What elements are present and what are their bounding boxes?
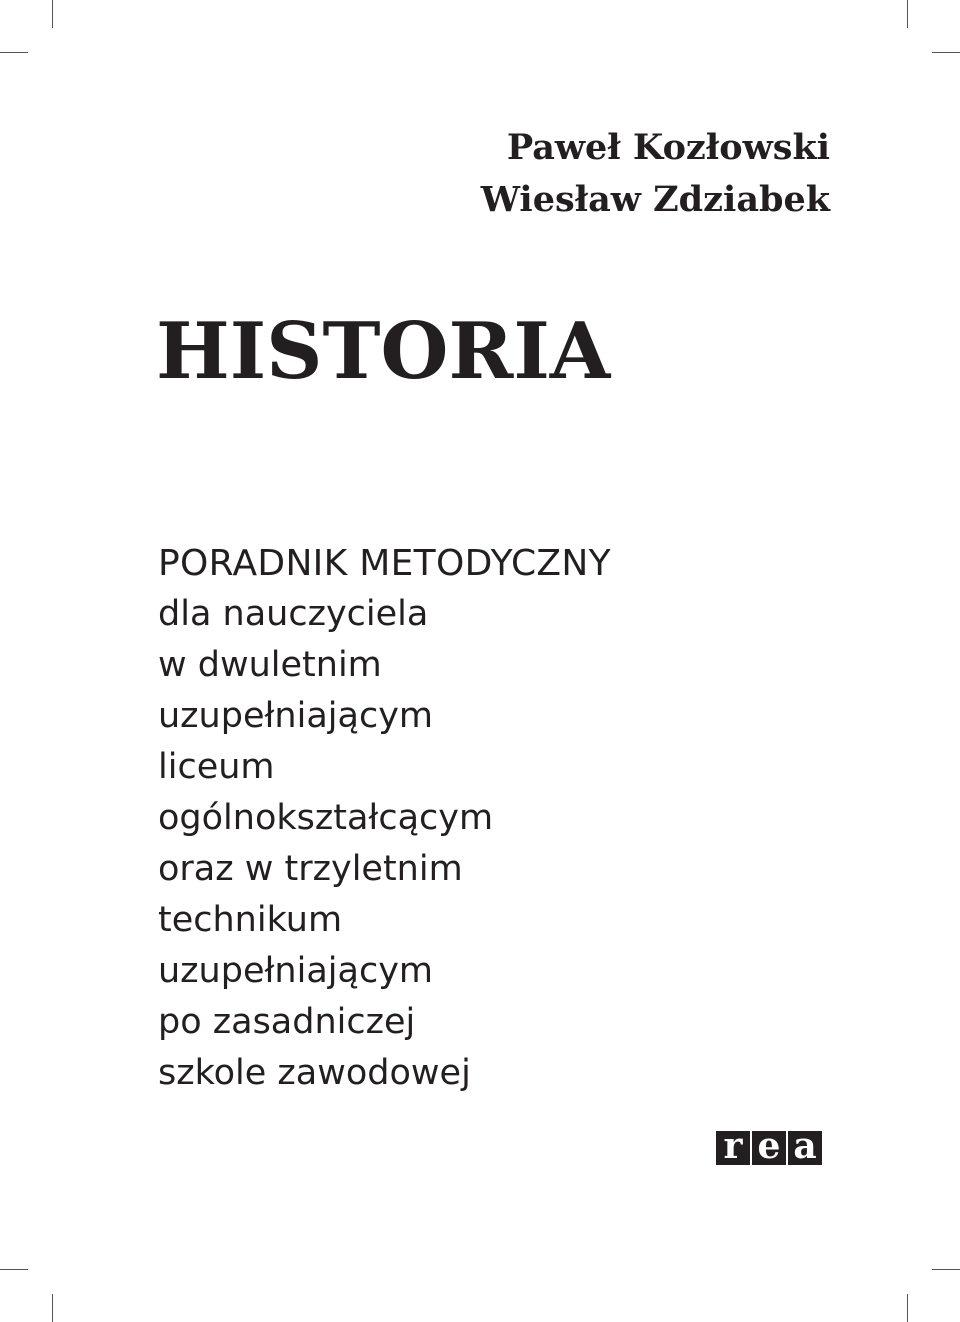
crop-mark-top-left [52,0,53,28]
author-name: Wiesław Zdziabek [480,179,830,220]
subtitle-line: po zasadniczej [158,1002,416,1042]
crop-mark-bottom-right-h [932,1269,960,1270]
subtitle-line: liceum [158,747,275,787]
book-title: HISTORIA [156,306,611,397]
subtitle-line: uzupełniającym [158,951,434,991]
crop-mark-bottom-left [52,1294,53,1322]
logo-letter: e [752,1131,786,1165]
crop-mark-top-right-h [932,52,960,53]
subtitle-line: oraz w trzyletnim [158,849,463,889]
subtitle-heading: PORADNIK METODYCZNY [158,543,611,584]
subtitle-line: szkole zawodowej [158,1053,471,1093]
author-name: Paweł Kozłowski [506,127,830,168]
subtitle-line: w dwuletnim [158,645,382,685]
subtitle-line: dla nauczyciela [158,594,429,634]
crop-mark-top-right [907,0,908,28]
publisher-logo [716,1131,822,1165]
logo-letter: r [716,1131,750,1165]
crop-mark-top-left-h [0,52,28,53]
crop-mark-bottom-right [907,1294,908,1322]
logo-letter: a [788,1131,822,1165]
subtitle-line: ogólnokształcącym [158,798,494,838]
subtitle-block [158,538,611,1099]
authors-block [481,122,830,226]
crop-mark-bottom-left-h [0,1269,28,1270]
subtitle-line: uzupełniającym [158,696,434,736]
subtitle-line: technikum [158,900,343,940]
